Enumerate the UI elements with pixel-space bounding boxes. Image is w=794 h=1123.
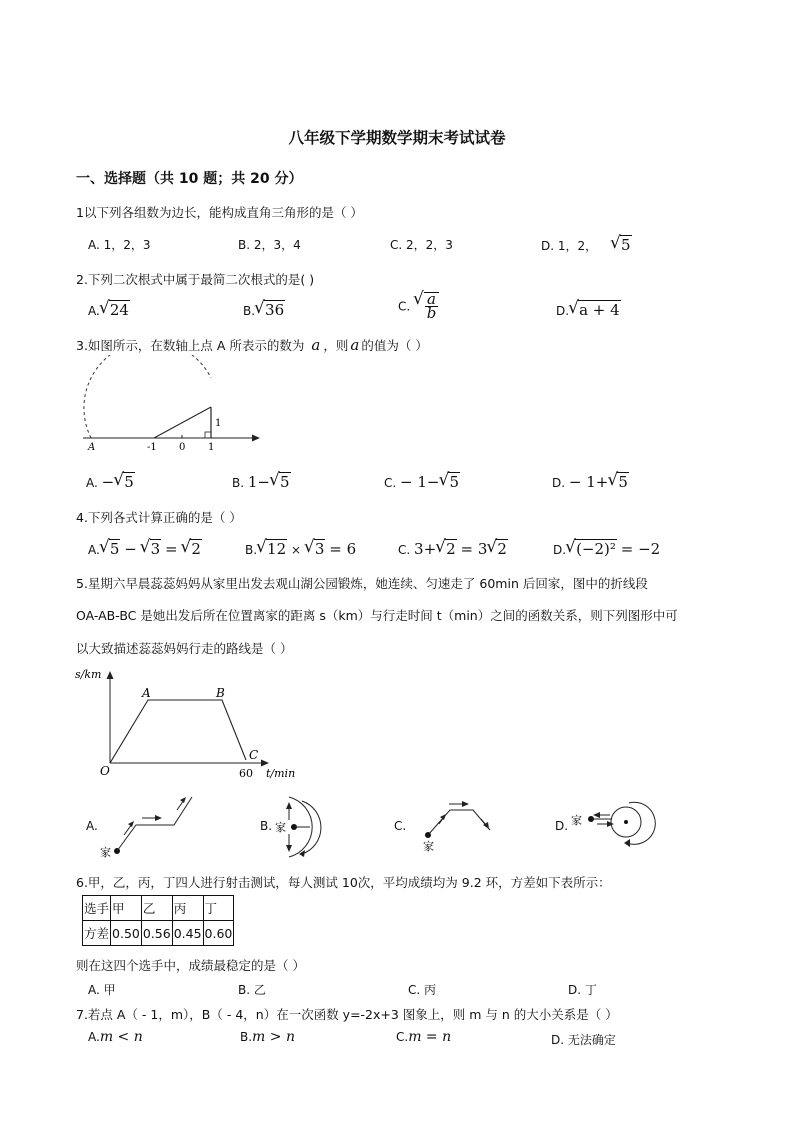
q5-point-B: B — [216, 686, 225, 700]
q4-option-c[interactable] — [398, 540, 508, 558]
q3-c-label: C. — [384, 476, 397, 490]
q4-b-label: B. — [245, 543, 258, 557]
table-cell: 0.60 — [203, 921, 234, 946]
q4-a-minus: − — [124, 540, 137, 558]
table-row — [83, 921, 234, 946]
q5-option-d-figure — [569, 797, 659, 857]
q3-var-a-2: a — [350, 336, 360, 354]
q2-b-label: B. — [243, 304, 256, 318]
q7-c-label: C. — [396, 1030, 409, 1044]
q5-distance-time-graph — [74, 660, 304, 782]
q3-label-1: 1 — [208, 442, 215, 453]
q4-b-sqrt2: √ 3 — [305, 540, 326, 558]
q5-a-home: 家 — [100, 846, 111, 859]
q7-option-b[interactable] — [240, 1029, 295, 1045]
q3-label-side-1: 1 — [215, 418, 222, 429]
q4-b-sqrt1: √ 12 — [257, 540, 287, 558]
q4-c-pre: 3+ — [414, 540, 437, 558]
q6-variance-table — [82, 895, 234, 946]
q3-b-label: B. — [232, 476, 245, 490]
q2-stem: 2.下列二次根式中属于最简二次根式的是( ) — [76, 272, 315, 287]
q3-option-a[interactable] — [86, 473, 135, 491]
q2-option-a[interactable] — [88, 301, 130, 319]
q4-a-sqrt1: √ 5 — [100, 540, 121, 558]
q3-var-a: a — [311, 336, 321, 354]
q5-point-C: C — [249, 748, 259, 762]
q6-option-a[interactable]: A. 甲 — [88, 983, 116, 997]
q2-option-b[interactable] — [243, 301, 285, 319]
q5-d-home: 家 — [571, 814, 582, 827]
q7-option-c[interactable] — [396, 1029, 451, 1045]
q5-option-a-label[interactable]: A. — [86, 819, 98, 833]
q3-d-label: D. — [552, 476, 566, 490]
q5-point-A: A — [142, 686, 151, 700]
q1-option-b[interactable]: B. 2，3，4 — [238, 238, 301, 252]
q3-a-sqrt: √ 5 — [114, 473, 135, 491]
q6-stem: 6.甲，乙，丙，丁四人进行射击测试，每人测试 10次，平均成绩均为 9.2 环，方差如下表所示： — [76, 875, 611, 890]
q4-option-d[interactable] — [553, 540, 660, 558]
q4-option-b[interactable] — [245, 540, 356, 558]
q5-option-a-figure — [98, 790, 198, 860]
q4-c-sqrt2: √ 2 — [487, 540, 508, 558]
q2-option-c[interactable] — [398, 292, 439, 320]
q3-label-0: 0 — [179, 442, 186, 453]
q2-option-d[interactable] — [556, 301, 621, 319]
q7-a-expr: m < n — [99, 1029, 143, 1045]
q5-origin: O — [100, 764, 110, 778]
table-cell: 0.50 — [111, 921, 142, 946]
q6-option-d[interactable]: D. 丁 — [568, 983, 597, 997]
q7-c-expr: m = n — [408, 1029, 452, 1045]
q5-option-c-label[interactable]: C. — [394, 819, 407, 833]
q4-a-label: A. — [88, 543, 100, 557]
q2-b-sqrt: √ 36 — [255, 301, 285, 319]
q2-d-sqrt: √ a + 4 — [569, 301, 621, 319]
q5-xlabel: t/min — [266, 767, 296, 780]
q2-d-label: D. — [556, 304, 570, 318]
q7-option-d[interactable]: D. 无法确定 — [551, 1033, 616, 1047]
q4-a-sqrt2: √ 3 — [141, 540, 162, 558]
q3-stem: 3.如图所示，在数轴上点 A 所表示的数为 a ，则 a 的值为（ ） — [76, 336, 428, 354]
q7-option-a[interactable] — [88, 1029, 143, 1045]
q5-option-d-label[interactable]: D. — [555, 819, 569, 833]
q5-option-b-figure — [270, 792, 340, 862]
q1-option-d-prefix: D. 1，2， — [541, 239, 598, 253]
q6-option-c[interactable]: C. 丙 — [408, 983, 437, 997]
q4-d-label: D. — [553, 543, 567, 557]
q4-c-sqrt1: √ 2 — [436, 540, 457, 558]
q2-a-sqrt: √ 24 — [100, 301, 130, 319]
q7-a-label: A. — [88, 1030, 100, 1044]
q3-option-d[interactable] — [552, 473, 629, 491]
q5-line1: 5.星期六早晨蕊蕊妈妈从家里出发去观山湖公园锻炼，她连续、匀速走了 60min 后回家，图中的折线段 — [76, 576, 648, 591]
q3-a-label: A. — [86, 476, 98, 490]
q3-option-c[interactable] — [384, 473, 460, 491]
table-cell: 0.56 — [141, 921, 172, 946]
q2-a-label: A. — [88, 304, 100, 318]
q3-label-A: A — [88, 442, 96, 453]
q3-number-line-figure — [78, 355, 268, 455]
q3-c-pre: − 1− — [400, 473, 440, 491]
q3-d-sqrt: √ 5 — [608, 473, 629, 491]
section-heading: 一、选择题（共 10 题；共 20 分） — [76, 171, 303, 187]
q4-a-sqrt3: √ 2 — [181, 540, 202, 558]
table-cell: 方差 — [83, 921, 111, 946]
q4-d-sqrt: √ (−2)² — [566, 540, 617, 558]
q4-c-eq: = 3 — [460, 540, 488, 558]
q1-option-d-sqrt: √ 5 — [611, 236, 632, 254]
table-cell: 0.45 — [172, 921, 203, 946]
q1-option-c[interactable]: C. 2，2，3 — [390, 238, 453, 252]
q5-ylabel: s/km — [75, 668, 102, 681]
q5-line3: 以大致描述蕊蕊妈妈行走的路线是（ ） — [76, 641, 293, 656]
q5-b-home: 家 — [275, 821, 286, 834]
q5-tick-60: 60 — [239, 767, 253, 780]
q3-d-pre: − 1+ — [568, 473, 609, 491]
q4-b-times: × — [290, 543, 302, 557]
q3-option-b[interactable] — [232, 473, 291, 491]
q5-line2: OA-AB-BC 是她出发后所在位置离家的距离 s（km）与行走时间 t（min）之间的函数关系，则下列图形中可 — [76, 608, 678, 623]
q5-c-home: 家 — [423, 840, 434, 853]
table-cell: 丙 — [172, 896, 203, 921]
table-cell: 选手 — [83, 896, 111, 921]
q3-b-pre: 1− — [247, 473, 270, 491]
q4-option-a[interactable] — [88, 540, 202, 558]
q7-stem: 7.若点 A（ - 1，m），B（ - 4，n）在一次函数 y=-2x+3 图象上，则 m 与 n 的大小关系是（ ） — [76, 1007, 618, 1022]
q2-c-sqrt: √ $\frac{a}{b}$ — [414, 292, 439, 320]
page-title: 八年级下学期数学期末考试试卷 — [288, 129, 506, 147]
table-cell: 甲 — [111, 896, 142, 921]
q3-c-sqrt: √ 5 — [439, 473, 460, 491]
q3-label-minus1: -1 — [147, 442, 157, 453]
table-row — [83, 896, 234, 921]
q7-b-label: B. — [240, 1030, 253, 1044]
q6-option-b[interactable]: B. 乙 — [238, 983, 266, 997]
table-cell: 乙 — [141, 896, 172, 921]
q1-option-d[interactable] — [541, 236, 632, 254]
q1-option-a[interactable]: A. 1，2，3 — [88, 238, 151, 252]
q1-stem: 1以下列各组数为边长，能构成直角三角形的是（ ） — [76, 205, 363, 220]
q2-c-label: C. — [398, 299, 411, 314]
table-cell: 丁 — [203, 896, 234, 921]
q5-option-c-figure — [405, 795, 500, 860]
q6-question: 则在这四个选手中，成绩最稳定的是（ ） — [76, 958, 305, 973]
q3-a-pre: − — [101, 473, 115, 491]
q4-a-eq: = — [164, 540, 178, 558]
q4-b-eq: = 6 — [329, 540, 357, 558]
q3-b-sqrt: √ 5 — [270, 473, 291, 491]
q5-option-b-label[interactable]: B. — [260, 819, 273, 833]
q7-b-expr: m > n — [252, 1029, 295, 1045]
q4-c-label: C. — [398, 543, 411, 557]
q4-stem: 4.下列各式计算正确的是（ ） — [76, 510, 242, 525]
q4-d-eq: = −2 — [620, 540, 661, 558]
